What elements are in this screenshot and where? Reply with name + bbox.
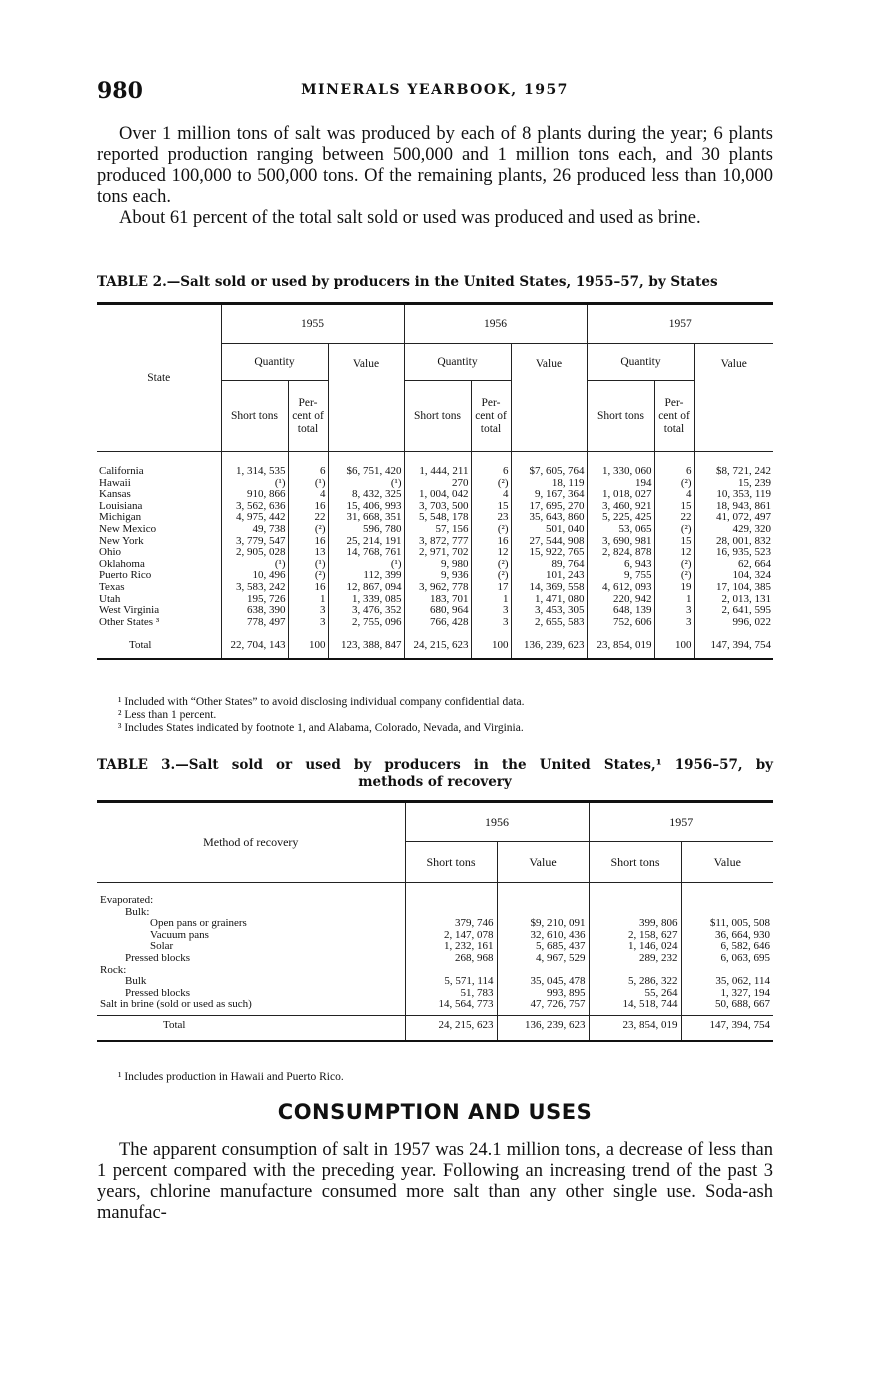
table3-caption-line-2: methods of recovery [358,774,512,790]
table2-value-cell: 14, 369, 558 [511,582,587,594]
table2-value-cell: 8, 432, 325 [328,489,404,501]
table2-value-cell: (²) [471,524,511,536]
table2-value-cell: 23 [471,512,511,524]
table2-value-cell: 41, 072, 497 [716,511,771,524]
table2-value-cell: (²) [654,478,694,490]
table2-value-cell: 3 [471,617,511,637]
table2-value-cell: 18, 119 [511,478,587,490]
table2-value-cell: 5, 548, 178 [404,512,471,524]
table2-value-cell: 2, 013, 131 [721,592,771,605]
table3-method-cell: Pressed blocks [97,953,405,965]
table2-state-label: New Mexico [99,522,157,535]
table2-year-header: 1955 [221,304,404,344]
table2-total-cell: 147, 394, 754 [694,636,773,659]
table2-value-cell: 35, 643, 860 [511,512,587,524]
table3-method-cell: Rock: [97,965,405,977]
table2-value-cell: 2, 824, 878 [587,547,654,559]
table2-spacer-cell [328,452,404,467]
table2-value-cell: 1, 018, 027 [587,489,654,501]
table2-row [97,466,773,478]
table2-value-cell: 501, 040 [511,524,587,536]
table3 [97,800,773,1042]
table2-spacer-cell [404,452,471,467]
table3-value-cell: 268, 968 [405,953,497,965]
table3-value-cell: 14, 564, 773 [405,999,497,1015]
table2-value-cell: 15 [654,501,694,513]
table2-value-cell: 2, 755, 096 [328,617,404,637]
table2-value-cell: 752, 606 [587,617,654,637]
table2-spacer-cell [587,452,654,467]
table2-value-cell: 3, 453, 305 [511,605,587,617]
table3-total-row [97,1015,773,1040]
table3-method-cell: Evaporated: [97,895,405,907]
table2-row [97,512,773,524]
table2-value-cell: (²) [471,478,511,490]
table3-value-cell: 379, 746 [405,918,497,930]
table2-total-row [97,636,773,659]
table2-state-label: Ohio [99,546,121,559]
table3-value-cell: 1, 232, 161 [405,941,497,953]
table2-value-cell: 3 [654,605,694,617]
table3-value-cell: 993, 895 [497,988,589,1000]
table2-value-cell: 1 [288,594,328,606]
table2-value-cell: 19 [654,582,694,594]
table2-value-cell: $8, 721, 242 [716,465,771,477]
table2-value-cell: 53, 065 [587,524,654,536]
table2-year-header: 1957 [587,304,773,344]
table2-value-cell: 14, 768, 761 [328,547,404,559]
table2-total-cell: 100 [288,636,328,659]
table2-value-cell: 62, 664 [738,557,771,570]
table3-total-cell: 147, 394, 754 [681,1015,773,1040]
table2-total-label: Total [97,636,221,659]
table2-spacer-cell [288,452,328,467]
table2-row [97,524,773,536]
table2-value-cell: (¹) [288,478,328,490]
table2-row [97,605,773,617]
table2-value-cell: 1, 314, 535 [221,466,288,478]
table2-value-cell: 12, 867, 094 [328,582,404,594]
intro-paragraph-2 [97,208,773,229]
table2-percent-header: Per- cent of total [288,381,328,452]
table3-value-cell: 35, 062, 114 [715,975,770,988]
table2-value-cell: 194 [587,478,654,490]
table3-row [97,895,773,907]
table2-state-header: State [97,304,221,452]
table2-value-cell: 4, 612, 093 [587,582,654,594]
table2-value-cell: 16 [288,582,328,594]
table2-value-cell: 15, 406, 993 [328,501,404,513]
table2-value-cell: 1 [471,594,511,606]
table2-value-cell: 1 [654,594,694,606]
table2-percent-header: Per- cent of total [471,381,511,452]
table3-spacer-cell [681,883,773,896]
table2-value-cell: 2, 971, 702 [404,547,471,559]
table2-value-cell: 28, 001, 832 [716,534,771,547]
table3-spacer-cell [405,883,497,896]
table3-value-cell: 55, 264 [589,988,681,1000]
table2-value-cell: 15 [654,536,694,548]
table3-row [97,953,773,965]
page-header [97,78,773,108]
table2-value-cell: 3 [654,617,694,637]
table3-row [97,999,773,1015]
table2-value-cell: 22 [288,512,328,524]
table2-value-cell: 195, 726 [221,594,288,606]
table2-value-cell: 3, 779, 547 [221,536,288,548]
table3-value-cell: 6, 582, 646 [720,940,770,953]
table2-value-cell: 270 [404,478,471,490]
table2-spacer-cell [471,452,511,467]
intro-paragraph-1-text: Over 1 million tons of salt was produced by each of 8 plants during the year; 6 plants reported production ranging between 500,000 and 1 million tons each, and 30 plants produced 100,000 to 500,000 tons. Of the remaining plants, 26 produced less than 10,000 tons each. [97,124,773,207]
table3-method-cell: Solar [97,941,405,953]
table2-value-cell: 112, 399 [328,570,404,582]
table2-spacer-cell [654,452,694,467]
table2-value-cell: $6, 751, 420 [328,466,404,478]
table2-value-cell: 12 [654,547,694,559]
table2-value-cell: 57, 156 [404,524,471,536]
table2-value-cell: (²) [654,524,694,536]
table2-value-cell: 4 [288,489,328,501]
section-heading: CONSUMPTION AND USES [277,1100,593,1124]
table2-quantity-header: Quantity [221,344,328,381]
table2-value-cell: (²) [471,570,511,582]
table2-value-cell: 3, 460, 921 [587,501,654,513]
table3-method-cell: Salt in brine (sold or used as such) [97,999,405,1015]
table2-value-cell: 1, 471, 080 [511,594,587,606]
table3-value-cell [405,895,497,907]
table2-value-cell: 3, 476, 352 [328,605,404,617]
table2-value-cell: 3, 562, 636 [221,501,288,513]
table3-method-cell: Pressed blocks [97,988,405,1000]
table2-value-cell: 183, 701 [404,594,471,606]
table3-year-header: 1957 [589,802,773,842]
table2-value-header: Value [694,344,773,452]
table2-value-cell: (¹) [328,478,404,490]
table2-value-cell: (¹) [221,559,288,571]
table2-state-label: Other States ³ [99,615,160,628]
table2-total-cell: 100 [654,636,694,659]
table2-state-cell [97,617,221,637]
table2-state-label: Utah [99,592,121,605]
table2-spacer-cell [694,452,773,467]
table3-method-cell: Vacuum pans [97,930,405,942]
table3-value-header: Value [497,842,589,883]
table3-year-header: 1956 [405,802,589,842]
table3-value-cell: 5, 286, 322 [589,976,681,988]
table2-value-cell: 4 [471,489,511,501]
table3-spacer-row [97,883,773,896]
table3-value-cell: 14, 518, 744 [589,999,681,1015]
table2-short-tons-header: Short tons [221,381,288,452]
table2-value-cell: (²) [654,559,694,571]
table3-spacer-cell [497,883,589,896]
table3-value-cell: 399, 806 [589,918,681,930]
table2-value-cell: 6 [654,466,694,478]
table2-value-cell: 3, 872, 777 [404,536,471,548]
table3-value-cell: 2, 147, 078 [405,930,497,942]
table2-value-cell: 2, 655, 583 [511,617,587,637]
table2-value-cell: 648, 139 [587,605,654,617]
table2-total-cell: 22, 704, 143 [221,636,288,659]
table2-value-cell: 22 [654,512,694,524]
table2-value-cell: 16 [288,536,328,548]
table2-state-label: West Virginia [99,604,160,617]
table2-value-cell: (²) [471,559,511,571]
table2-state-label: Michigan [99,511,142,524]
table3-value-cell: 1, 327, 194 [720,986,770,999]
table2-value-cell: (¹) [221,478,288,490]
table2-total-cell: 123, 388, 847 [328,636,404,659]
table2-value-cell: 6 [288,466,328,478]
table2-value-cell: 16 [471,536,511,548]
consumption-paragraph [97,1140,773,1224]
table2-value-cell: 596, 780 [328,524,404,536]
table3-total-cell: 136, 239, 623 [497,1015,589,1040]
table2-value-cell: 25, 214, 191 [328,536,404,548]
table3-value-cell: $9, 210, 091 [497,918,589,930]
table2-value-cell: 16, 935, 523 [716,546,771,559]
table2-quantity-header: Quantity [404,344,511,381]
table2-state-label: New York [99,534,144,547]
table2-value-cell: 31, 668, 351 [328,512,404,524]
table2-value-cell: 3, 583, 242 [221,582,288,594]
table2-short-tons-header: Short tons [404,381,471,452]
table2-value-cell: 104, 324 [732,569,771,582]
table2-value-cell: 9, 980 [404,559,471,571]
table3-value-cell: 35, 045, 478 [497,976,589,988]
table3-value-cell: 5, 571, 114 [405,976,497,988]
table2-footnote-1: ¹ Included with “Other States” to avoid disclosing individual company confidential data. [118,696,525,708]
table2-total-cell: 100 [471,636,511,659]
table3-total-cell: 24, 215, 623 [405,1015,497,1040]
table3-row [97,976,773,988]
table2-value-cell: 910, 866 [221,489,288,501]
table2-value-cell: 17, 104, 385 [716,580,771,593]
table3-method-cell: Bulk [97,976,405,988]
table3-value-cell [681,895,773,907]
table2-value-cell: 1, 444, 211 [404,466,471,478]
table3-footnote: ¹ Includes production in Hawaii and Puerto Rico. [118,1071,344,1083]
table2 [97,302,773,660]
table3-caption-line-1: TABLE 3.—Salt sold or used by producers in the United States,¹ 1956–57, by [97,757,773,773]
table2-value-cell: 2, 641, 595 [721,604,771,617]
table2-short-tons-header: Short tons [587,381,654,452]
table2-footnote-3: ³ Includes States indicated by footnote 1, and Alabama, Colorado, Nevada, and Virginia. [118,722,524,734]
intro-paragraph-1 [97,124,773,208]
table2-value-cell: (¹) [328,559,404,571]
table2-row [97,559,773,571]
table2-year-header: 1956 [404,304,587,344]
table2-row [97,582,773,594]
table2-value-cell: 5, 225, 425 [587,512,654,524]
table2-state-label: Kansas [99,488,131,501]
table3-value-cell: 5, 685, 437 [497,941,589,953]
table3-value-cell: 1, 146, 024 [589,941,681,953]
table2-value-cell: 15, 922, 765 [511,547,587,559]
table3-spacer-cell [589,883,681,896]
table2-total-cell: 24, 215, 623 [404,636,471,659]
table2-value-cell: 3, 962, 778 [404,582,471,594]
table2-value-cell: 429, 320 [732,522,771,535]
table2-value-cell: 10, 496 [221,570,288,582]
table2-value-cell: 680, 964 [404,605,471,617]
table3-value-cell: 50, 688, 667 [715,998,770,1011]
table2-value-header: Value [328,344,404,452]
table3-value-cell: 4, 967, 529 [497,953,589,965]
table2-spacer-cell [97,452,221,467]
table3-method-header: Method of recovery [97,802,405,883]
table2-value-cell: $7, 605, 764 [511,466,587,478]
table2-value-cell: 12 [471,547,511,559]
table2-value-cell: 15 [471,501,511,513]
table2-state-label: Hawaii [99,476,131,489]
table2-spacer-cell [511,452,587,467]
table2-row [97,547,773,559]
table2-value-cell: 10, 353, 119 [716,488,771,501]
table2-value-cell: 17, 695, 270 [511,501,587,513]
table3-value-cell: 6, 063, 695 [720,951,770,964]
running-head: MINERALS YEARBOOK, 1957 [301,82,569,98]
table3-short-tons-header: Short tons [405,842,497,883]
intro-paragraph-2-text: About 61 percent of the total salt sold or used was produced and used as brine. [119,208,701,228]
table2-value-cell: 1, 004, 042 [404,489,471,501]
table2-value-cell: 3 [288,605,328,617]
table2-value-cell: 27, 544, 908 [511,536,587,548]
table2-footnote-2: ² Less than 1 percent. [118,709,217,721]
table2-spacer-row [97,452,773,467]
table2-value-cell: 1, 339, 085 [328,594,404,606]
table2-state-label: California [99,465,144,477]
table3-method-cell: Bulk: [97,907,405,919]
table2-value-cell: 1, 330, 060 [587,466,654,478]
table2-value-cell: (²) [288,524,328,536]
table3-value-cell: 289, 232 [589,953,681,965]
table3-value-cell [497,895,589,907]
table2-value-cell: 101, 243 [511,570,587,582]
table2-value-cell: 996, 022 [732,615,771,628]
table2-value-cell: 4, 975, 442 [221,512,288,524]
table2-value-cell: 6, 943 [587,559,654,571]
table2-quantity-header: Quantity [587,344,694,381]
table2-spacer-cell [221,452,288,467]
table2-value-cell: 3 [288,617,328,637]
table3-method-cell: Open pans or grainers [97,918,405,930]
table2-value-cell: 13 [288,547,328,559]
table2-value-cell: (²) [654,570,694,582]
table2-value-cell: (¹) [288,559,328,571]
table2-value-cell: 18, 943, 861 [716,499,771,512]
table2-state-label: Oklahoma [99,557,145,570]
table2-caption: TABLE 2.—Salt sold or used by producers in the United States, 1955–57, by States [97,274,718,290]
table2-state-label: Louisiana [99,499,143,512]
table2-value-cell: 3, 703, 500 [404,501,471,513]
table2-value-cell: 220, 942 [587,594,654,606]
table2-state-label: Puerto Rico [99,569,152,582]
table3-value-cell: 2, 158, 627 [589,930,681,942]
table3-value-cell: 36, 664, 930 [715,928,770,941]
table2-percent-header: Per- cent of total [654,381,694,452]
page-number: 980 [97,78,143,104]
table2-value-cell: 3, 690, 981 [587,536,654,548]
table2-value-cell: 9, 755 [587,570,654,582]
table2-value-cell: (²) [288,570,328,582]
table2-row [97,617,773,637]
table2-value-cell: 778, 497 [221,617,288,637]
table2-value-cell: 15, 239 [738,476,771,489]
table2-value-cell: 49, 738 [221,524,288,536]
table2-value-cell: 17 [471,582,511,594]
table2-value-header: Value [511,344,587,452]
table2-value-cell: 4 [654,489,694,501]
table3-short-tons-header: Short tons [589,842,681,883]
consumption-paragraph-text: The apparent consumption of salt in 1957 was 24.1 million tons, a decrease of less than 1 percent compared with the preceding year. Following an increasing trend of the past 3 years, chlorine manufacture consumed more salt than any other single use. Soda-ash manufac- [97,1140,773,1223]
table2-value-cell: 9, 167, 364 [511,489,587,501]
table3-value-cell: 47, 726, 757 [497,999,589,1015]
table3-total-label: Total [97,1015,405,1040]
table2-value-cell: 638, 390 [221,605,288,617]
table3-value-header: Value [681,842,773,883]
table2-total-cell: 136, 239, 623 [511,636,587,659]
table2-state-label: Texas [99,580,125,593]
table3-value-cell: 32, 610, 436 [497,930,589,942]
table2-value-cell: 3 [471,605,511,617]
table3-total-cell: 23, 854, 019 [589,1015,681,1040]
table2-total-cell: 23, 854, 019 [587,636,654,659]
table3-value-cell [589,895,681,907]
table3-value-cell: 51, 783 [405,988,497,1000]
table2-value-cell: 2, 905, 028 [221,547,288,559]
table2-value-cell: 9, 936 [404,570,471,582]
table3-caption [97,757,773,791]
table2-value-cell: 89, 764 [511,559,587,571]
table2-value-cell: 766, 428 [404,617,471,637]
table3-value-cell: $11, 005, 508 [709,917,770,930]
table2-value-cell: 16 [288,501,328,513]
table2-value-cell: 6 [471,466,511,478]
